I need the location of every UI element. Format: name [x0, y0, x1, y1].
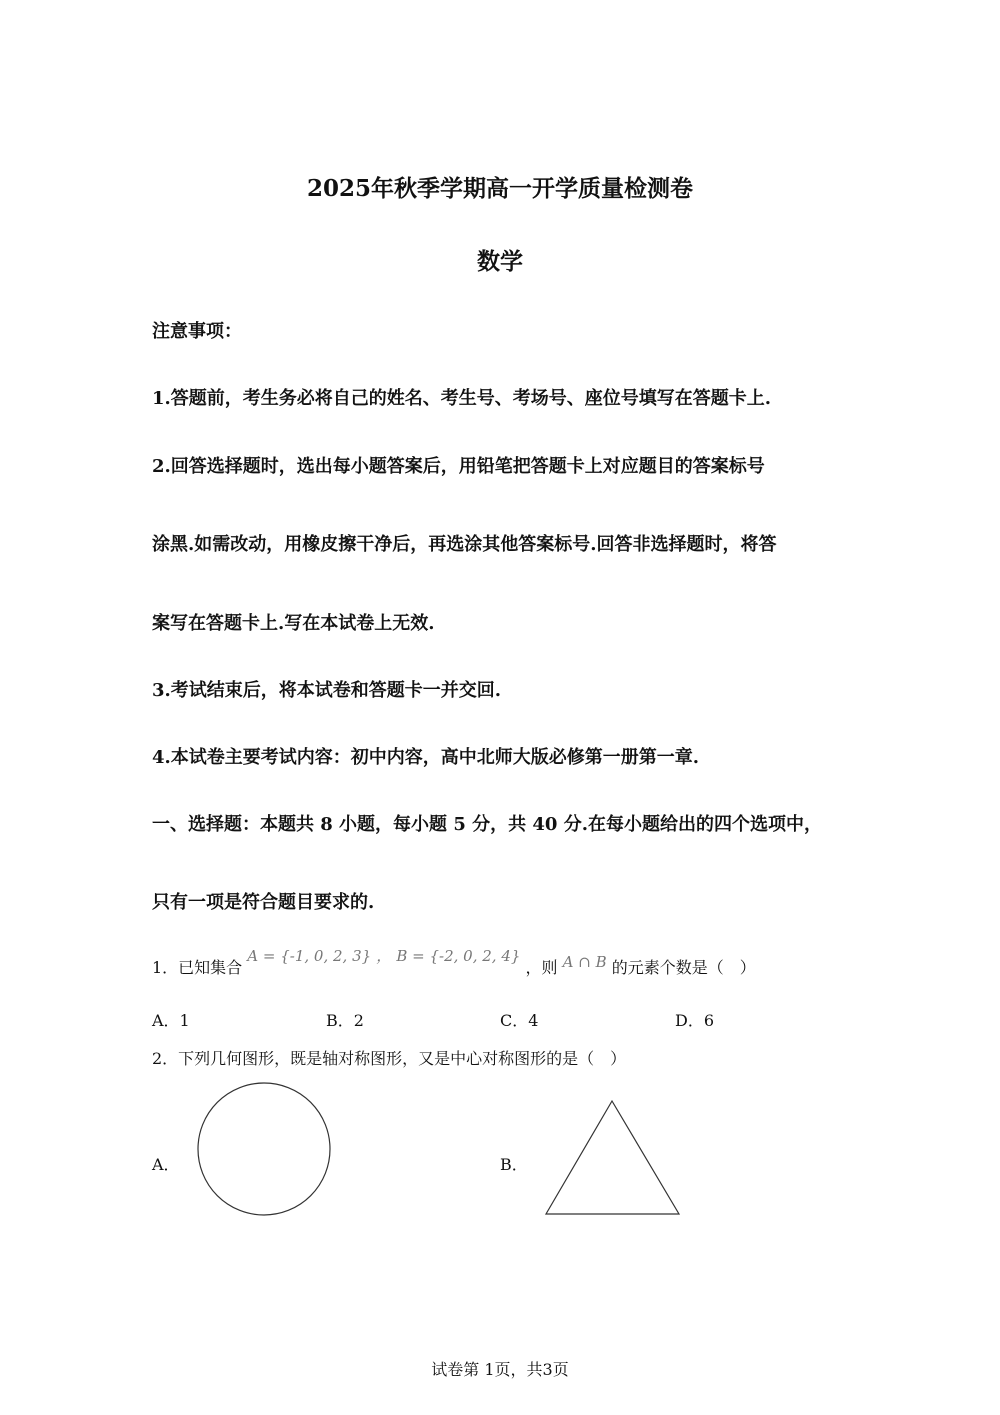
notice-item-3: 3.考试结束后，将本试卷和答题卡一并交回. — [152, 680, 502, 701]
set-b-formula: B = {-2, 0, 2, 4} — [396, 947, 521, 965]
q1-option-b: B．2 — [326, 1011, 364, 1030]
notice-item-4: 4.本试卷主要考试内容：初中内容，高中北师大版必修第一册第一章. — [152, 747, 700, 768]
section-heading-cont: 只有一项是符合题目要求的. — [152, 892, 375, 913]
question-2: 2．下列几何图形，既是轴对称图形，又是中心对称图形的是（ ） — [152, 1049, 627, 1068]
exam-title: 2025年秋季学期高一开学质量检测卷 — [306, 175, 693, 202]
question-1-suffix: 的元素个数是（ ） — [611, 958, 756, 977]
q1-option-a: A．1 — [152, 1011, 190, 1030]
notice-item-2-cont2: 案写在答题卡上.写在本试卷上无效. — [152, 613, 435, 634]
notice-item-1: 1.答题前，考生务必将自己的姓名、考生号、考场号、座位号填写在答题卡上. — [152, 388, 772, 409]
page-footer: 试卷第 1页，共3页 — [431, 1360, 569, 1379]
set-a-formula: A = {-1, 0, 2, 3} — [247, 947, 372, 965]
notice-heading: 注意事项： — [152, 321, 242, 342]
q2-option-a-circle — [196, 1082, 332, 1216]
q1-option-c: C．4 — [500, 1011, 539, 1030]
notice-item-2: 2.回答选择题时，选出每小题答案后，用铅笔把答题卡上对应题目的答案标号 — [152, 456, 765, 477]
question-1 — [152, 947, 756, 978]
notice-item-2-cont: 涂黑.如需改动，用橡皮擦干净后，再选涂其他答案标号.回答非选择题时，将答 — [152, 534, 777, 555]
question-1-prefix: 1．已知集合 — [152, 958, 243, 977]
subject-title: 数学 — [477, 248, 523, 275]
q2-option-b-label: B． — [500, 1155, 528, 1174]
q1-option-d: D．6 — [675, 1011, 715, 1030]
question-1-mid: ，则 — [525, 958, 558, 977]
set-separator: ， — [376, 947, 392, 965]
section-heading: 一、选择题：本题共 8 小题，每小题 5 分，共 40 分.在每小题给出的四个选项中， — [152, 814, 822, 835]
intersection-formula: A ∩ B — [562, 953, 607, 971]
q2-option-a-label: A． — [152, 1155, 180, 1174]
q2-option-b-triangle — [545, 1100, 681, 1216]
